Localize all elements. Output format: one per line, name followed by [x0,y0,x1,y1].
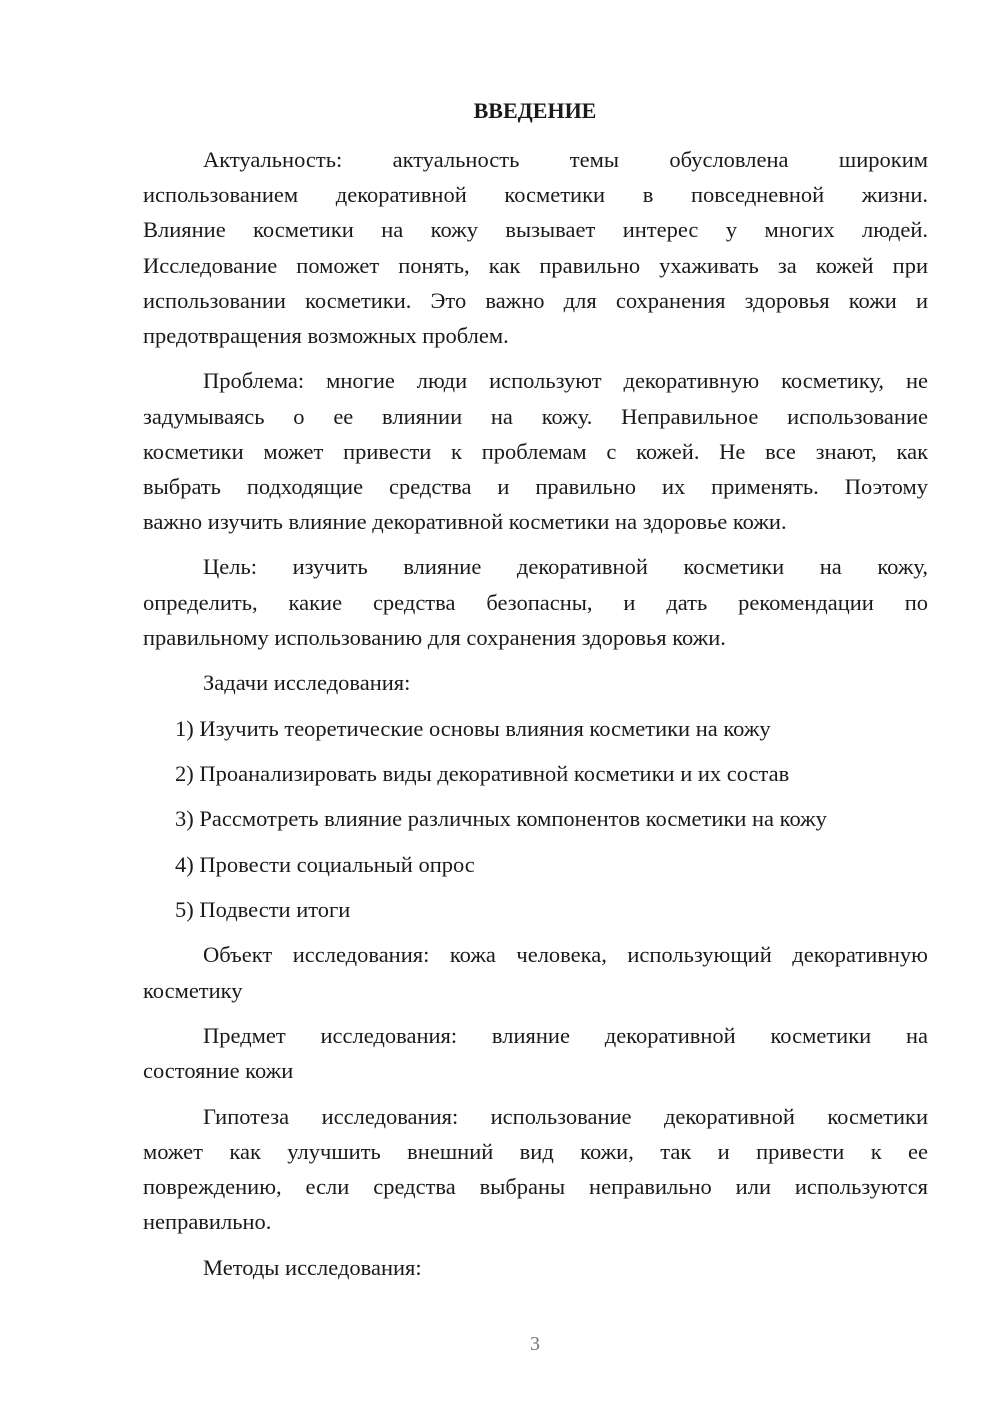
text-line: Объект исследования: кожа человека, использующий декоративную [203,942,928,968]
paragraph [143,937,928,1007]
document-body [143,142,928,1295]
paragraph [143,549,928,655]
text-line: предотвращения возможных проблем. [143,322,509,348]
text-line: Исследование поможет понять, как правильно ухаживать за кожей при [143,252,928,278]
text-line: Методы исследования: [203,1254,422,1280]
text-line: 4) Провести социальный опрос [175,851,475,877]
text-line: косметики может привести к проблемам с кожей. Не все знают, как [143,438,928,464]
text-line: косметику [143,977,243,1003]
paragraph [143,665,928,700]
text-line: 5) Подвести итоги [175,897,351,923]
text-line: правильному использованию для сохранения здоровья кожи. [143,624,726,650]
text-line: задумываясь о ее влиянии на кожу. Неправильное использование [143,403,928,429]
paragraph [143,142,928,353]
text-line: Проблема: многие люди используют декоративную косметику, не [203,368,928,394]
text-line: 1) Изучить теоретические основы влияния косметики на кожу [175,715,771,741]
text-line: 2) Проанализировать виды декоративной косметики и их состав [175,760,790,786]
text-line: важно изучить влияние декоративной косметики на здоровье кожи. [143,509,787,535]
text-line: выбрать подходящие средства и правильно их применять. Поэтому [143,473,928,499]
page-number: 3 [530,1333,540,1355]
text-line: Цель: изучить влияние декоративной косметики на кожу, [203,554,928,580]
text-line: Предмет исследования: влияние декоративной косметики на [203,1023,928,1048]
text-line: использованием декоративной косметики в повседневной жизни. [143,182,928,208]
text-line: определить, какие средства безопасны, и дать рекомендации по [143,589,928,615]
text-line: Актуальность: актуальность темы обусловлена широким [203,147,928,172]
paragraph [143,1018,928,1088]
list-item [143,847,928,882]
text-line: неправильно. [143,1209,272,1235]
text-line: повреждению, если средства выбраны неправильно или используются [143,1173,928,1199]
list-item [143,892,928,927]
page-title: ВВЕДЕНИЕ [473,98,597,123]
text-line: использовании косметики. Это важно для сохранения здоровья кожи и [143,287,928,313]
paragraph [143,1099,928,1240]
text-line: Задачи исследования: [203,670,411,696]
paragraph [143,363,928,539]
text-line: Гипотеза исследования: использование декоративной косметики [203,1103,928,1129]
list-item [143,711,928,746]
list-item [143,756,928,791]
text-line: Влияние косметики на кожу вызывает интерес у многих людей. [143,217,928,243]
paragraph [143,1250,928,1285]
text-line: может как улучшить внешний вид кожи, так и привести к ее [143,1138,928,1164]
text-line: состояние кожи [143,1058,294,1084]
text-line: 3) Рассмотреть влияние различных компонентов косметики на кожу [175,806,827,832]
list-item [143,801,928,836]
